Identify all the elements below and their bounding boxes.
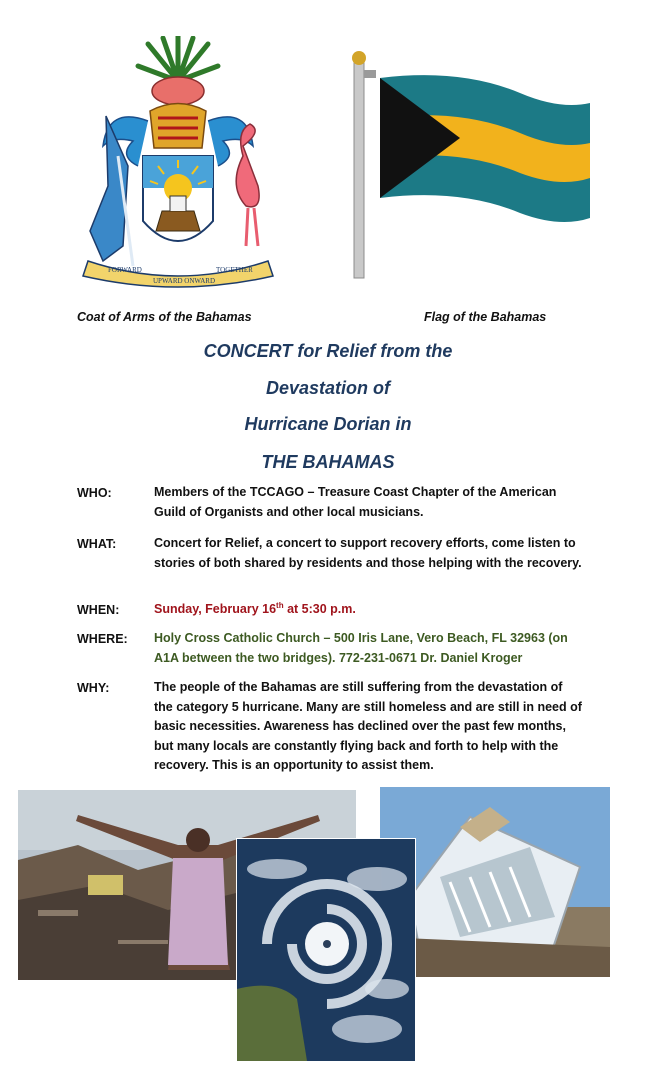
who-text: Members of the TCCAGO – Treasure Coast Chapter of the American Guild of Organists and other local musicians. [154,485,557,519]
title-line-1: CONCERT for Relief from the [203,341,453,361]
bahamas-flag-image [340,48,600,283]
when-time: at 5:30 p.m. [283,602,356,616]
title-line-4: THE BAHAMAS [261,452,395,472]
when-date-suffix: th [276,600,284,610]
why-label: WHY: [77,681,110,695]
hurricane-satellite-photo [236,838,416,1062]
when-date: Sunday, February 16 [154,602,277,616]
where-text: Holy Cross Catholic Church – 500 Iris Lane, Vero Beach, FL 32963 (on A1A between the two bridges). 772-231-0671 Dr. Daniel Kroger [154,631,568,665]
when-text [154,600,584,620]
motto-center-text: UPWARD ONWARD [153,277,216,285]
when-label: WHEN: [77,603,120,617]
title-line-3: Hurricane Dorian in [244,414,412,434]
motto-left-text: FORWARD [108,266,142,274]
flag-caption: Flag of the Bahamas [424,310,547,324]
what-text: Concert for Relief, a concert to support recovery efforts, come listen to stories of both shared by residents and those helping with the recovery. [154,536,582,570]
coat-of-arms-image [78,36,278,291]
coat-of-arms-caption: Coat of Arms of the Bahamas [77,310,252,324]
motto-right-text: TOGETHER [216,266,253,274]
who-label: WHO: [77,486,112,500]
why-text: The people of the Bahamas are still suffering from the devastation of the category 5 hurricane. Many are still homeless and are still in need of basic necessities. Awareness has declined over the past few months, but many locals are constantly flying back and forth to help with the recovery. This is an opportunity to assist them. [154,680,582,772]
where-label: WHERE: [77,632,128,646]
what-label: WHAT: [77,537,117,551]
title-line-2: Devastation of [265,378,391,398]
